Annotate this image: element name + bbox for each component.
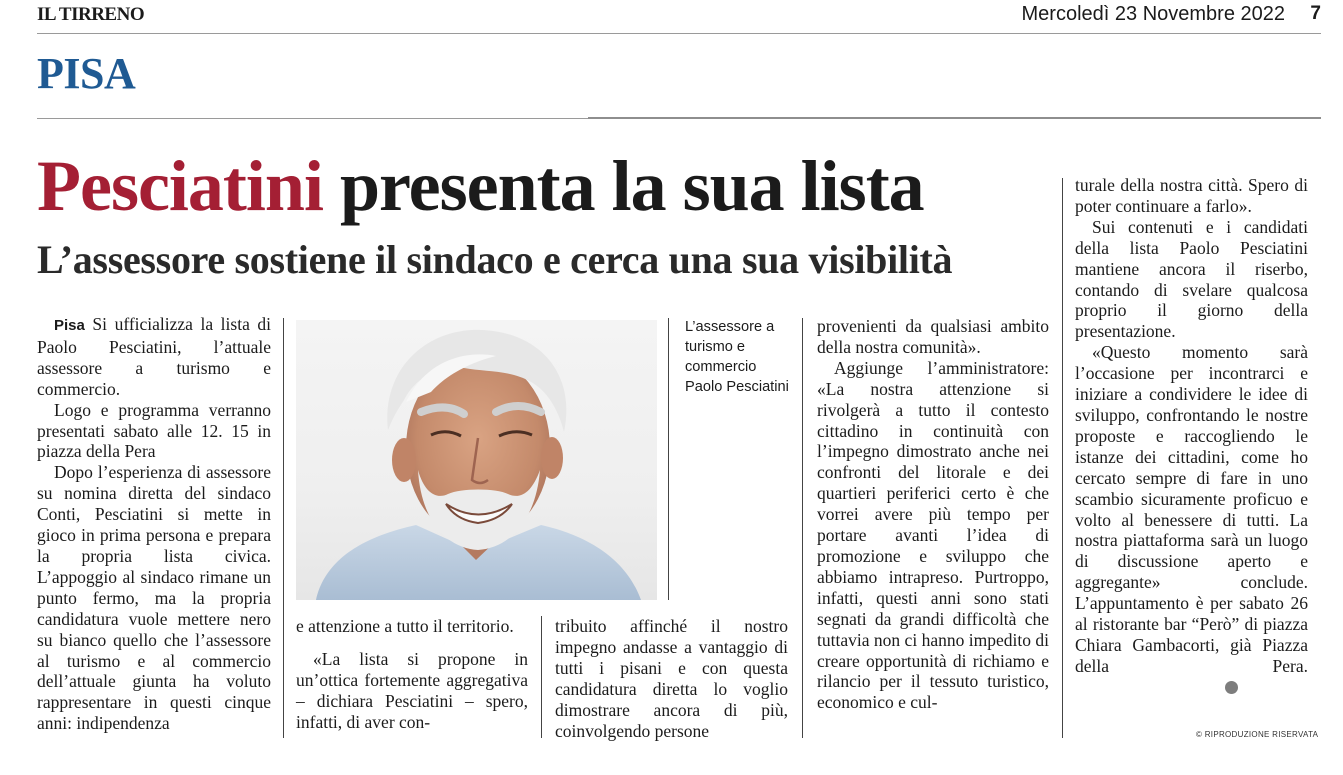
article-column-3 [555,616,788,741]
paragraph-text: Si ufficializza la lista di Paolo Pesciatini, l’attuale assessore a turismo e commercio. [37,314,272,399]
column-divider [283,318,284,738]
article-paragraph: tribuito affinché il nostro impegno andasse a vantaggio di tutti i pisani e con questa candidatura diretta lo voglio dimostrare ancora di più, coinvolgendo persone [555,616,788,741]
portrait-photo [296,320,657,600]
headline [37,146,924,226]
article-paragraph: Aggiunge l’amministratore: «La nostra attenzione si rivolgerà a tutto il contesto cittadino in continuità con l’impegno dimostrato anche nei confronti del litorale e dei quartieri periferici certo è che vorrei avere più tempo per portare avanti l’idea di promozione e sviluppo che abbiamo intrapreso. Purtroppo, infatti, questi anni sono stati segnati da grandi difficoltà che tuttavia non ci hanno impedito di creare opportunità di richiamo e rilancio per il tessuto turistico, economico e cul- [817,357,1049,713]
issue-date: Mercoledì 23 Novembre 2022 [1021,3,1285,25]
article-paragraph: provenienti da qualsiasi ambito della nostra comunità». [817,316,1049,357]
headline-rest: presenta la sua lista [339,146,924,226]
article-paragraph: «La lista si propone in un’ottica fortemente aggregativa – dichiara Pesciatini – spero, infatti, di aver con- [296,648,528,732]
photo-caption: L’assessore a turismo e commercio Paolo Pesciatini [685,319,789,395]
article-column-2 [296,616,528,733]
article-column-1 [37,314,271,734]
article-paragraph: Sui contenuti e i candidati della lista Paolo Pesciatini mantiene ancora il riserbo, contando di svelare qualcosa proprio il giorno della presentazione. [1075,216,1308,342]
article-paragraph [37,314,271,400]
masthead-logo: IL TIRRENO [37,4,145,25]
article-paragraph: Logo e programma verranno presentati sabato alle 12. 15 in piazza della Pera [37,399,271,462]
column-divider [802,318,803,738]
column-divider [668,318,669,600]
section-rule-left [37,118,588,119]
article-paragraph [1075,342,1308,697]
article-paragraph: Dopo l’esperienza di assessore su nomina diretta del sindaco Conti, Pesciatini si mette in gioco in prima persona e prepara la propria lista civica. L’appoggio al sindaco rimane un punto fermo, ma la propria candidatura vuole mettere nero su bianco quello che l’assessore al turismo e al commercio dell’attuale giunta ha voluto rappresentare in questi cinque anni: indipendenza [37,462,271,734]
portrait-illustration [296,320,657,600]
copyright-notice: © RIPRODUZIONE RISERVATA [1196,730,1319,739]
paragraph-text: «Questo momento sarà l’occasione per incontrarci e iniziare a condividere le idee di sviluppo, confrontando le nostre proposte e raccogliendo le istanze dei cittadini, come ho cercato sempre di fare in uno scambio sicuramente proficuo e volto al benessere di tutti. La nostra piattaforma sarà un luogo di discussione aperto e aggregante» conclude. L’appuntamento è per sabato 26 al ristorante bar “Però” di piazza Chiara Gambacorti, già Piazza della Pera. [1075,342,1308,676]
column-divider [1062,178,1063,738]
headline-name: Pesciatini [37,146,323,226]
subheadline: L’assessore sostiene il sindaco e cerca una sua visibilità [37,237,953,282]
article-paragraph: turale della nostra città. Spero di poter continuare a farlo». [1075,175,1308,216]
section-title: PISA [37,49,136,98]
article-column-4 [817,316,1049,713]
page-number: 7 [1310,3,1321,24]
article-column-5 [1075,175,1308,698]
section-rule-right [588,117,1321,119]
dateline: Pisa [54,317,85,334]
column-divider [541,616,542,738]
header-rule [37,33,1321,34]
end-of-article-dot [1225,681,1238,694]
article-paragraph: e attenzione a tutto il territorio. [296,616,514,636]
